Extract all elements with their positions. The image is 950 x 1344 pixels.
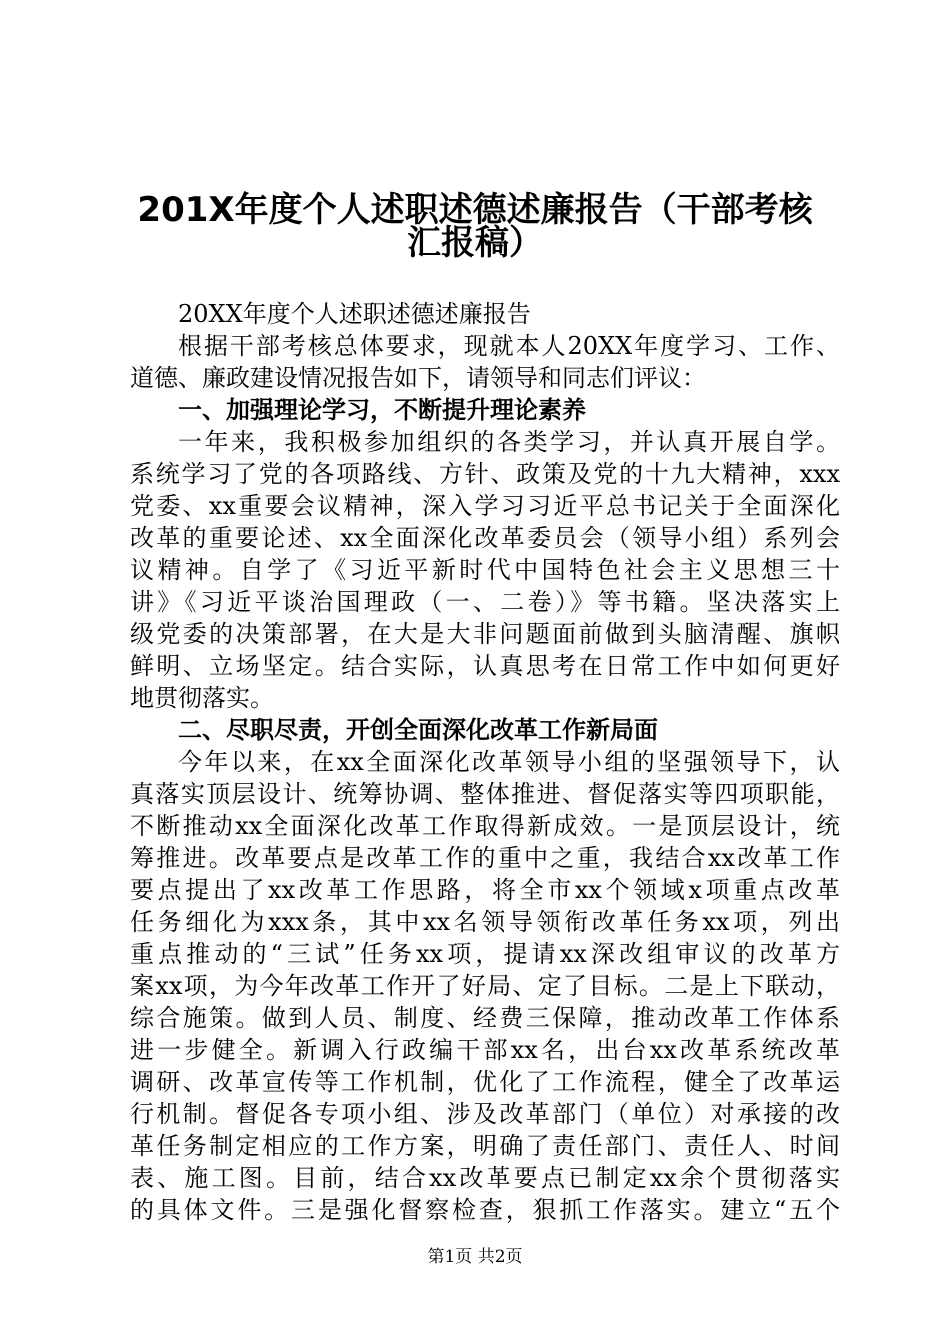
body-text-line: 筹推进。改革要点是改革工作的重中之重，我结合xx改革工作 (130, 844, 840, 872)
body-text-line: 根据干部考核总体要求，现就本人20XX年度学习、工作、 (178, 332, 840, 360)
body-text-line: 革任务制定相应的工作方案，明确了责任部门、责任人、时间 (130, 1132, 840, 1160)
body-text-line: 议精神。自学了《习近平新时代中国特色社会主义思想三十 (130, 556, 840, 584)
body-text-line: 讲》《习近平谈治国理政（一、二卷）》等书籍。坚决落实上 (130, 588, 840, 616)
body-text-line: 真落实顶层设计、统筹协调、整体推进、督促落实等四项职能， (130, 780, 840, 808)
body-text-line: 不断推动xx全面深化改革工作取得新成效。一是顶层设计，统 (130, 812, 840, 840)
section-heading: 二、尽职尽责，开创全面深化改革工作新局面 (178, 716, 658, 744)
section-heading: 一、加强理论学习，不断提升理论素养 (178, 396, 586, 424)
document-body (130, 298, 840, 1226)
body-text-line: 地贯彻落实。 (130, 684, 274, 712)
body-text-line: 的具体文件。三是强化督察检查，狠抓工作落实。建立“五个 (130, 1196, 840, 1224)
body-text-line: 道德、廉政建设情况报告如下，请领导和同志们评议： (130, 364, 706, 392)
body-text-line: 今年以来，在xx全面深化改革领导小组的坚强领导下，认 (178, 748, 840, 776)
body-text-line: 重点推动的“三试”任务xx项，提请xx深改组审议的改革方 (130, 940, 840, 968)
document-title-line-1: 201X年度个人述职述德述廉报告（干部考核 (137, 190, 813, 230)
body-text-line: 行机制。督促各专项小组、涉及改革部门（单位）对承接的改 (130, 1100, 840, 1128)
document-title-line-2: 汇报稿） (407, 223, 543, 263)
body-text-line: 表、施工图。目前，结合xx改革要点已制定xx余个贯彻落实 (130, 1164, 840, 1192)
body-text-line: 20XX年度个人述职述德述廉报告 (178, 300, 531, 328)
body-text-line: 级党委的决策部署，在大是大非问题面前做到头脑清醒、旗帜 (130, 620, 840, 648)
body-text-line: 要点提出了xx改革工作思路，将全市xx个领域x项重点改革 (130, 876, 840, 904)
body-text-line: 进一步健全。新调入行政编干部xx名，出台xx改革系统改革 (130, 1036, 840, 1064)
body-text-line: 系统学习了党的各项路线、方针、政策及党的十九大精神，xxx (130, 460, 840, 488)
body-text-line: 调研、改革宣传等工作机制，优化了工作流程，健全了改革运 (130, 1068, 840, 1096)
body-text-line: 党委、xx重要会议精神，深入学习习近平总书记关于全面深化 (130, 492, 840, 520)
body-text-line: 案xx项，为今年改革工作开了好局、定了目标。二是上下联动， (130, 972, 840, 1000)
body-text-line: 任务细化为xxx条，其中xx名领导领衔改革任务xx项，列出 (130, 908, 840, 936)
body-text-line: 改革的重要论述、xx全面深化改革委员会（领导小组）系列会 (130, 524, 840, 552)
body-text-line: 鲜明、立场坚定。结合实际，认真思考在日常工作中如何更好 (130, 652, 840, 680)
page-footer: 第1页 共2页 (427, 1247, 523, 1267)
body-text-line: 一年来，我积极参加组织的各类学习，并认真开展自学。 (178, 428, 840, 456)
body-text-line: 综合施策。做到人员、制度、经费三保障，推动改革工作体系 (130, 1004, 840, 1032)
